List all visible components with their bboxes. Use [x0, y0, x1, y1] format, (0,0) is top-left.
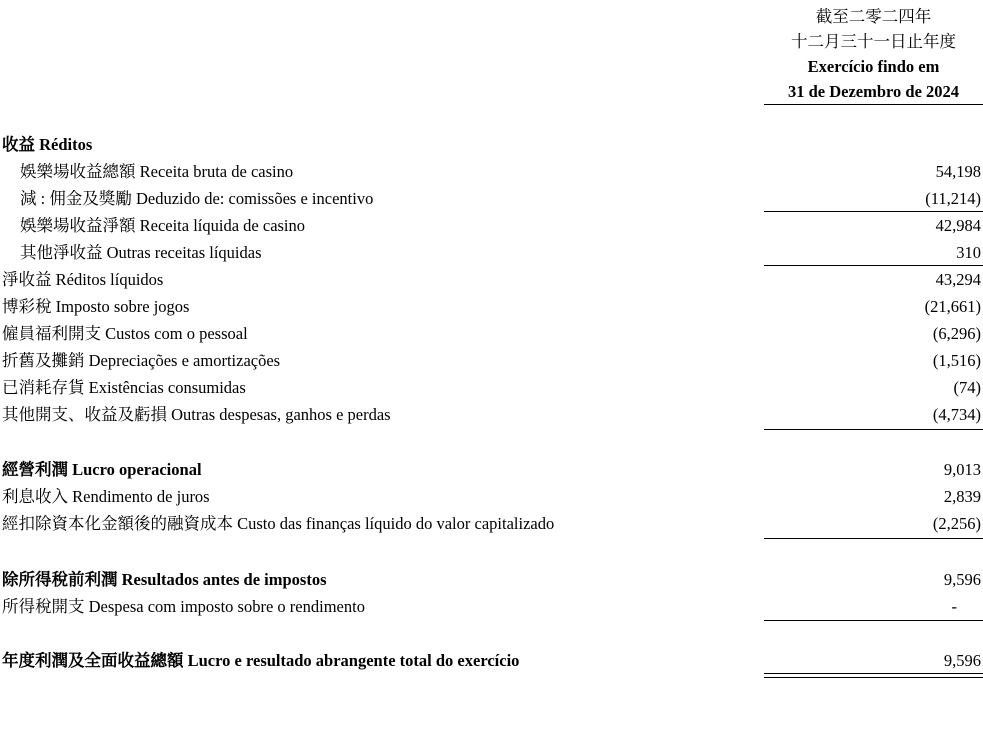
row-value: - — [951, 597, 957, 616]
row-value: 9,596 — [943, 570, 981, 589]
row-depreciation — [0, 348, 983, 374]
subtotal-rule — [764, 538, 983, 539]
row-value: (6,296) — [932, 324, 981, 343]
row-label: 娛樂場收益總額 Receita bruta de casino — [20, 162, 294, 181]
row-label: 僱員福利開支 Custos com o pessoal — [2, 324, 248, 343]
row-total-comprehensive-income — [0, 648, 983, 674]
row-value: 2,839 — [943, 487, 981, 506]
row-value: (21,661) — [924, 297, 981, 316]
row-value: (4,734) — [932, 405, 981, 424]
row-value: 9,013 — [943, 460, 981, 479]
row-value: 42,984 — [935, 216, 981, 235]
row-finance-costs — [0, 511, 983, 537]
row-label: 年度利潤及全面收益總額 Lucro e resultado abrangente total do exercício — [2, 651, 520, 670]
column-header — [764, 4, 983, 104]
header-zh-line1: 截至二零二四年 — [815, 7, 932, 26]
row-gaming-tax — [0, 294, 983, 320]
row-value: (11,214) — [925, 189, 981, 208]
row-value: (1,516) — [932, 351, 981, 370]
row-inventories-consumed — [0, 375, 983, 401]
subtotal-rule — [764, 620, 983, 621]
row-employee-costs — [0, 321, 983, 347]
header-zh-line2: 十二月三十一日止年度 — [791, 32, 956, 51]
row-label: 減 : 佣金及獎勵 Deduzido de: comissões e incentivo — [20, 189, 374, 208]
row-label: 收益 Réditos — [2, 135, 93, 154]
subtotal-rule — [764, 429, 983, 430]
row-other-expenses — [0, 402, 983, 428]
row-label: 其他淨收益 Outras receitas líquidas — [20, 243, 262, 262]
row-gross-casino-revenue — [0, 159, 983, 185]
row-revenue-heading — [0, 132, 983, 158]
row-interest-income — [0, 484, 983, 510]
row-value: 43,294 — [935, 270, 981, 289]
row-value: (74) — [953, 378, 981, 397]
row-label: 其他開支、收益及虧損 Outras despesas, ganhos e perdas — [2, 405, 391, 424]
row-profit-before-tax — [0, 567, 983, 593]
row-less-commissions — [0, 186, 983, 212]
row-value: (2,256) — [932, 514, 981, 533]
subtotal-rule — [764, 265, 983, 266]
row-other-net-revenue — [0, 240, 983, 266]
row-net-casino-revenue — [0, 213, 983, 239]
header-pt-line2: 31 de Dezembro de 2024 — [787, 82, 960, 101]
row-net-revenue — [0, 267, 983, 293]
subtotal-rule — [764, 211, 983, 212]
row-label: 經營利潤 Lucro operacional — [2, 460, 202, 479]
row-label: 博彩稅 Imposto sobre jogos — [2, 297, 190, 316]
total-double-rule — [764, 673, 983, 678]
row-label: 娛樂場收益淨額 Receita líquida de casino — [20, 216, 306, 235]
row-value: 310 — [956, 243, 981, 262]
header-pt-line1: Exercício findo em — [807, 57, 940, 76]
row-label: 除所得稅前利潤 Resultados antes de impostos — [2, 570, 327, 589]
row-label: 已消耗存貨 Existências consumidas — [2, 378, 246, 397]
row-label: 經扣除資本化金額後的融資成本 Custo das finanças líquido do valor capitalizado — [2, 514, 555, 533]
row-income-tax — [0, 594, 983, 620]
row-operating-profit — [0, 457, 983, 483]
row-label: 利息收入 Rendimento de juros — [2, 487, 210, 506]
header-underline — [764, 104, 983, 105]
row-value: 54,198 — [935, 162, 981, 181]
row-label: 所得稅開支 Despesa com imposto sobre o rendimento — [2, 597, 365, 616]
row-value: 9,596 — [943, 651, 981, 670]
row-label: 淨收益 Réditos líquidos — [2, 270, 164, 289]
row-label: 折舊及攤銷 Depreciações e amortizações — [2, 351, 281, 370]
